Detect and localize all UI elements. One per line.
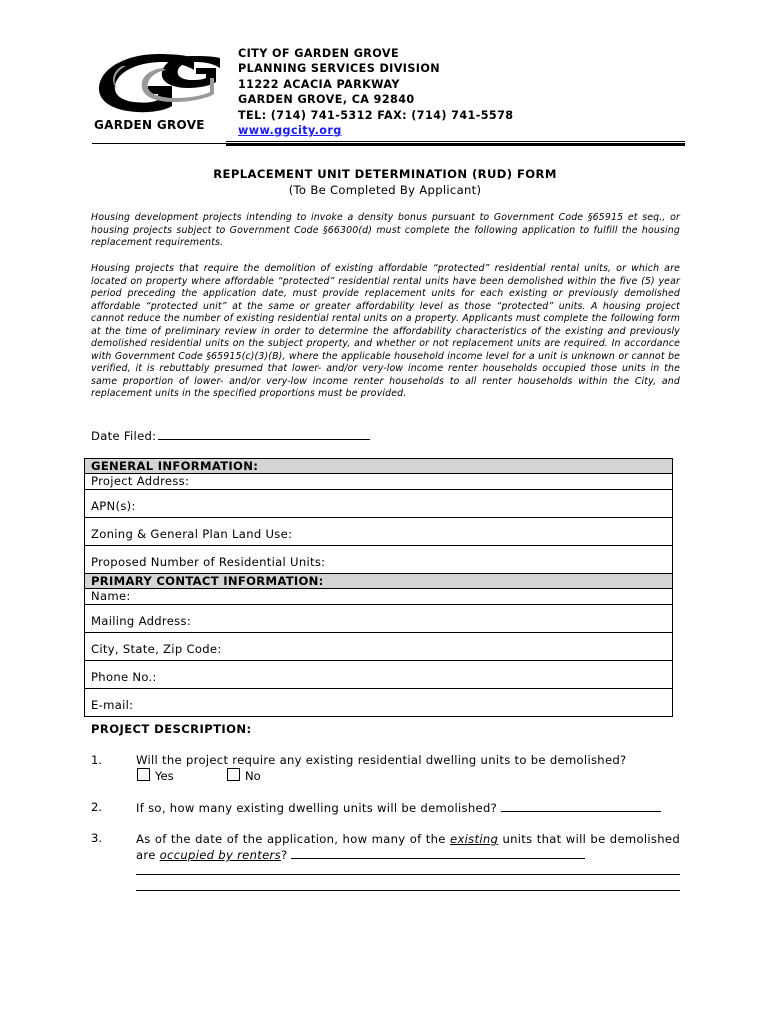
yes-label: Yes (155, 769, 174, 783)
existing-emphasis: existing (450, 832, 499, 846)
project-description-heading: PROJECT DESCRIPTION: (91, 722, 252, 736)
occupied-emphasis: occupied by renters (159, 848, 281, 862)
agency-header (238, 46, 514, 138)
renter-units-field[interactable] (291, 847, 585, 859)
intro-paragraph-1: Housing development projects intending to invoke a density bonus pursuant to Government Code §65915 et seq., or housing projects subject to Government Code §66300(d) must complete the following application to fulfill the housing replacement requirements. (91, 212, 680, 248)
question-3 (136, 831, 680, 863)
intro-paragraph-2: Housing projects that require the demolition of existing affordable “protected” residential rental units, or which are located on property where affordable “protected” residential rental units have been demolished within the five (5) year period preceding the application date, must provide replacement units for each existing or previously demolished affordable “protected unit” at the same or greater affordability level as those “protected” units. A housing project cannot reduce the number of existing residential rental units on a property. Applicants must complete the following form at the time of preliminary review in order to determine the affordability characteristics of the existing and previously demolished residential units on the subject property, and whether or not replacement units are required. In accordance with Government Code §65915(c)(3)(B), where the applicable household income level for a unit is unknown or cannot be verified, it is rebuttably presumed that lower- and/or very-low income renter households occupied those units in the same proportion of lower- and/or very-low income renter households to all renter households within the City, and replacement units in the specified proportions must be provided. (91, 263, 680, 399)
name-field[interactable]: Name: (85, 589, 673, 605)
division-name: PLANNING SERVICES DIVISION (238, 62, 441, 76)
no-checkbox[interactable] (227, 768, 240, 781)
city-state-zip-field[interactable]: City, State, Zip Code: (85, 633, 673, 661)
header-rule-thick (226, 143, 685, 146)
question-3-text-c: ? (280, 848, 288, 862)
email-field[interactable]: E-mail: (85, 689, 673, 717)
form-subtitle: (To Be Completed By Applicant) (288, 183, 482, 197)
header-rule-thin (226, 141, 685, 142)
question-1-number: 1. (91, 753, 103, 767)
question-3-number: 3. (91, 831, 103, 845)
question-2 (136, 800, 661, 815)
date-filed-field[interactable] (158, 428, 370, 440)
city-state-zip: GARDEN GROVE, CA 92840 (238, 93, 415, 107)
yes-option[interactable] (137, 768, 174, 783)
apn-field[interactable]: APN(s): (85, 490, 673, 518)
contact-info-heading: PRIMARY CONTACT INFORMATION: (85, 574, 673, 589)
phone-field[interactable]: Phone No.: (85, 661, 673, 689)
general-info-heading: GENERAL INFORMATION: (85, 459, 673, 474)
logo-wordmark: GARDEN GROVE (94, 118, 205, 132)
information-table (84, 458, 673, 717)
zoning-field[interactable]: Zoning & General Plan Land Use: (85, 518, 673, 546)
website-link[interactable]: www.ggcity.org (238, 124, 342, 138)
demolished-units-field[interactable] (501, 800, 661, 812)
form-title: REPLACEMENT UNIT DETERMINATION (RUD) FORM (213, 167, 557, 181)
question-2-text: If so, how many existing dwelling units will be demolished? (136, 801, 498, 815)
answer-line-1[interactable] (136, 874, 680, 875)
no-option[interactable] (227, 768, 261, 783)
yes-checkbox[interactable] (137, 768, 150, 781)
answer-line-2[interactable] (136, 890, 680, 891)
date-filed (91, 428, 370, 443)
header-rule-left (92, 143, 226, 144)
question-1-text: Will the project require any existing residential dwelling units to be demolished? (136, 753, 627, 767)
residential-units-field[interactable]: Proposed Number of Residential Units: (85, 546, 673, 574)
no-label: No (245, 769, 261, 783)
question-3-text-a: As of the date of the application, how many of the (136, 832, 446, 846)
mailing-address-field[interactable]: Mailing Address: (85, 605, 673, 633)
street-address: 11222 ACACIA PARKWAY (238, 77, 400, 91)
question-2-number: 2. (91, 800, 103, 814)
project-address-field[interactable]: Project Address: (85, 474, 673, 490)
date-filed-label: Date Filed: (91, 429, 157, 443)
phone-fax: TEL: (714) 741-5312 FAX: (714) 741-5578 (238, 108, 514, 122)
question-3-text-b: units that will be demolished are (136, 832, 680, 862)
city-name: CITY OF GARDEN GROVE (238, 47, 399, 60)
